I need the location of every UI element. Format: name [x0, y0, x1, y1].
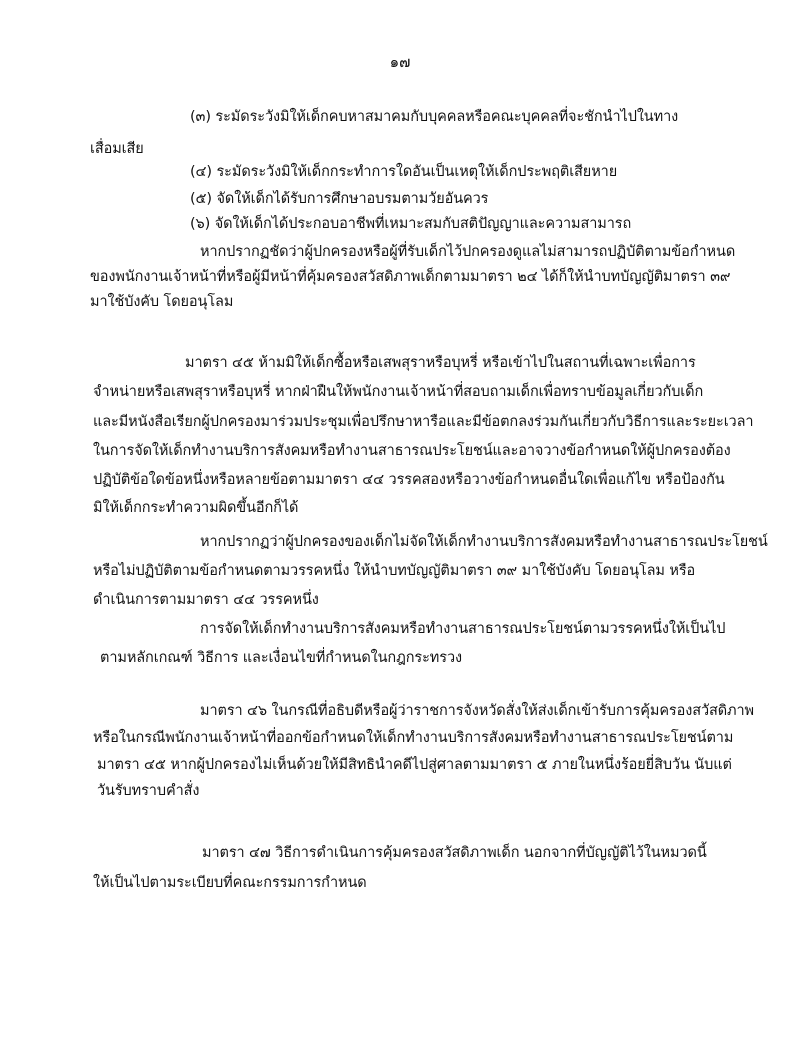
- section-45-para3-line: ตามหลักเกณฑ์ วิธีการ และเงื่อนไขที่กำหนดในกฎกระทรวง: [100, 650, 462, 666]
- section-47-heading-line: มาตรา ๔๗ วิธีการดำเนินการคุ้มครองสวัสดิภาพเด็ก นอกจากที่บัญญัติไว้ในหมวดนี้: [202, 845, 707, 861]
- section-47-line: ให้เป็นไปตามระเบียบที่คณะกรรมการกำหนด: [93, 875, 367, 891]
- section-45-line: มิให้เด็กกระทำความผิดขึ้นอีกก็ได้: [93, 500, 299, 516]
- section-46-line: มาตรา ๔๕ หากผู้ปกครองไม่เห็นด้วยให้มีสิทธินำคดีไปสู่ศาลตามมาตรา ๕ ภายในหนึ่งร้อยยี่สิบวัน นับแต่: [97, 757, 732, 773]
- section-45-para2-line: หรือไม่ปฏิบัติตามข้อกำหนดตามวรรคหนึ่ง ให้นำบทบัญญัติมาตรา ๓๙ มาใช้บังคับ โดยอนุโลม หรือ: [93, 563, 696, 579]
- section-45-heading-line: มาตรา ๔๕ ห้ามมิให้เด็กซื้อหรือเสพสุราหรือบุหรี่ หรือเข้าไปในสถานที่เฉพาะเพื่อการ: [185, 355, 696, 371]
- item-4: (๔) ระมัดระวังมิให้เด็กกระทำการใดอันเป็นเหตุให้เด็กประพฤติเสียหาย: [190, 164, 618, 180]
- item-5: (๕) จัดให้เด็กได้รับการศึกษาอบรมตามวัยอันควร: [190, 191, 489, 207]
- page-number: ๑๗: [389, 53, 411, 71]
- paragraph-line: หากปรากฏชัดว่าผู้ปกครองหรือผู้ที่รับเด็กไว้ปกครองดูแลไม่สามารถปฏิบัติตามข้อกำหนด: [200, 244, 736, 260]
- item-6: (๖) จัดให้เด็กได้ประกอบอาชีพที่เหมาะสมกับสติปัญญาและความสามารถ: [190, 216, 632, 232]
- section-45-line: ในการจัดให้เด็กทำงานบริการสังคมหรือทำงานสาธารณประโยชน์และอาจวางข้อกำหนดให้ผู้ปกครองต้อง: [93, 443, 731, 459]
- section-45-line: จำหน่ายหรือเสพสุราหรือบุหรี่ หากฝ่าฝืนให้พนักงานเจ้าหน้าที่สอบถามเด็กเพื่อทราบข้อมูลเกี่ยวกับเด็ก: [93, 384, 704, 400]
- paragraph-line: ของพนักงานเจ้าหน้าที่หรือผู้มีหน้าที่คุ้มครองสวัสดิภาพเด็กตามมาตรา ๒๔ ได้ก็ให้นำบทบัญญัติมาตรา ๓๙: [90, 269, 731, 285]
- item-3-line-1: (๓) ระมัดระวังมิให้เด็กคบหาสมาคมกับบุคคลหรือคณะบุคคลที่จะชักนำไปในทาง: [190, 109, 679, 125]
- section-46-line: หรือในกรณีพนักงานเจ้าหน้าที่ออกข้อกำหนดให้เด็กทำงานบริการสังคมหรือทำงานสาธารณประโยชน์ตาม: [93, 730, 734, 746]
- paragraph-line: มาใช้บังคับ โดยอนุโลม: [90, 294, 234, 310]
- section-45-line: ปฏิบัติข้อใดข้อหนึ่งหรือหลายข้อตามมาตรา ๔๔ วรรคสองหรือวางข้อกำหนดอื่นใดเพื่อแก้ไข หรือป้องกัน: [93, 472, 725, 488]
- section-45-para2-line: ดำเนินการตามมาตรา ๔๔ วรรคหนึ่ง: [93, 592, 319, 608]
- section-46-heading-line: มาตรา ๔๖ ในกรณีที่อธิบดีหรือผู้ว่าราชการจังหวัดสั่งให้ส่งเด็กเข้ารับการคุ้มครองสวัสดิภาพ: [200, 703, 755, 719]
- section-46-line: วันรับทราบคำสั่ง: [97, 783, 200, 799]
- section-45-para3-line: การจัดให้เด็กทำงานบริการสังคมหรือทำงานสาธารณประโยชน์ตามวรรคหนึ่งให้เป็นไป: [200, 621, 726, 637]
- item-3-line-2: เสื่อมเสีย: [90, 141, 144, 157]
- section-45-para2-line: หากปรากฏว่าผู้ปกครองของเด็กไม่จัดให้เด็กทำงานบริการสังคมหรือทำงานสาธารณประโยชน์: [200, 534, 768, 550]
- section-45-line: และมีหนังสือเรียกผู้ปกครองมาร่วมประชุมเพื่อปรึกษาหารือและมีข้อตกลงร่วมกันเกี่ยวกับวิธีการและระยะเวลา: [93, 414, 754, 430]
